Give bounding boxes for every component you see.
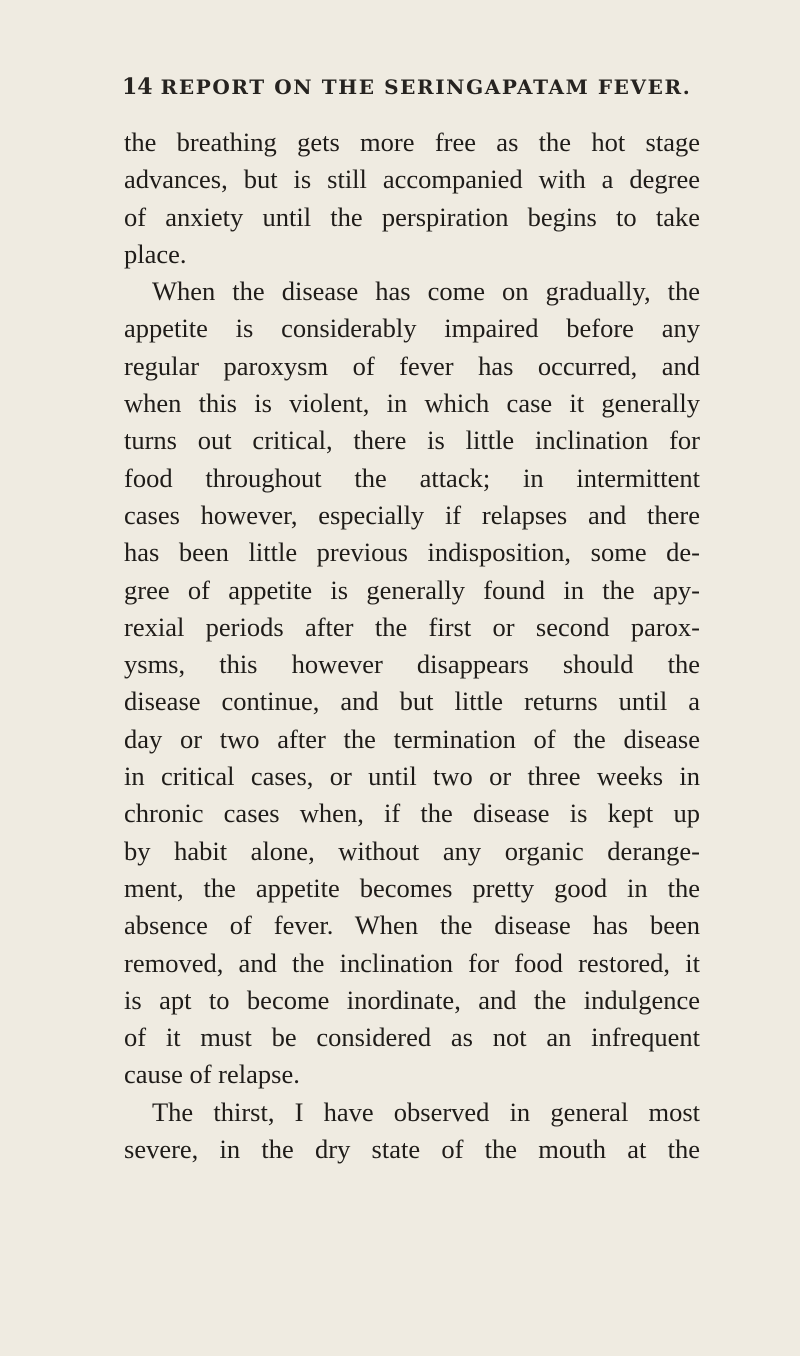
text-line: The thirst, I have observed in general most <box>152 1096 700 1127</box>
text-line: cause of relapse. <box>124 1059 300 1090</box>
text-line: cases however, especially if relapses and there <box>124 499 700 530</box>
text-line: gree of appetite is generally found in the apy- <box>124 574 700 605</box>
text-line: place. <box>124 238 187 269</box>
text-line: turns out critical, there is little inclination for <box>124 425 700 456</box>
text-line: food throughout the attack; in intermittent <box>124 462 700 493</box>
text-line: rexial periods after the first or second parox- <box>124 611 700 642</box>
running-title: REPORT ON THE SERINGAPATAM FEVER. <box>160 75 692 99</box>
text-line: of anxiety until the perspiration begins to take <box>124 201 700 232</box>
running-head <box>122 74 702 100</box>
text-line: absence of fever. When the disease has been <box>124 910 700 941</box>
page-number: 14 <box>122 74 153 100</box>
text-line: has been little previous indisposition, some de- <box>124 537 700 568</box>
text-line: When the disease has come on gradually, the <box>152 276 700 307</box>
text-line: disease continue, and but little returns until a <box>124 686 700 717</box>
text-line: in critical cases, or until two or three weeks in <box>124 761 700 792</box>
text-line: severe, in the dry state of the mouth at the <box>124 1134 700 1165</box>
text-line: chronic cases when, if the disease is kept up <box>124 798 700 829</box>
text-line: day or two after the termination of the disease <box>124 723 700 754</box>
text-line: ment, the appetite becomes pretty good in the <box>124 872 700 903</box>
text-line: of it must be considered as not an infrequent <box>124 1022 700 1053</box>
text-line: advances, but is still accompanied with a degree <box>124 164 700 195</box>
text-line: regular paroxysm of fever has occurred, and <box>124 350 700 381</box>
text-line: the breathing gets more free as the hot stage <box>124 127 700 157</box>
text-line: ysms, this however disappears should the <box>124 649 700 680</box>
body-text <box>124 124 700 1168</box>
text-line: appetite is considerably impaired before any <box>124 313 700 344</box>
text-line: when this is violent, in which case it generally <box>124 388 700 419</box>
text-line: is apt to become inordinate, and the indulgence <box>124 984 700 1015</box>
text-line: by habit alone, without any organic derange- <box>124 835 700 866</box>
text-line: removed, and the inclination for food restored, it <box>124 947 700 978</box>
